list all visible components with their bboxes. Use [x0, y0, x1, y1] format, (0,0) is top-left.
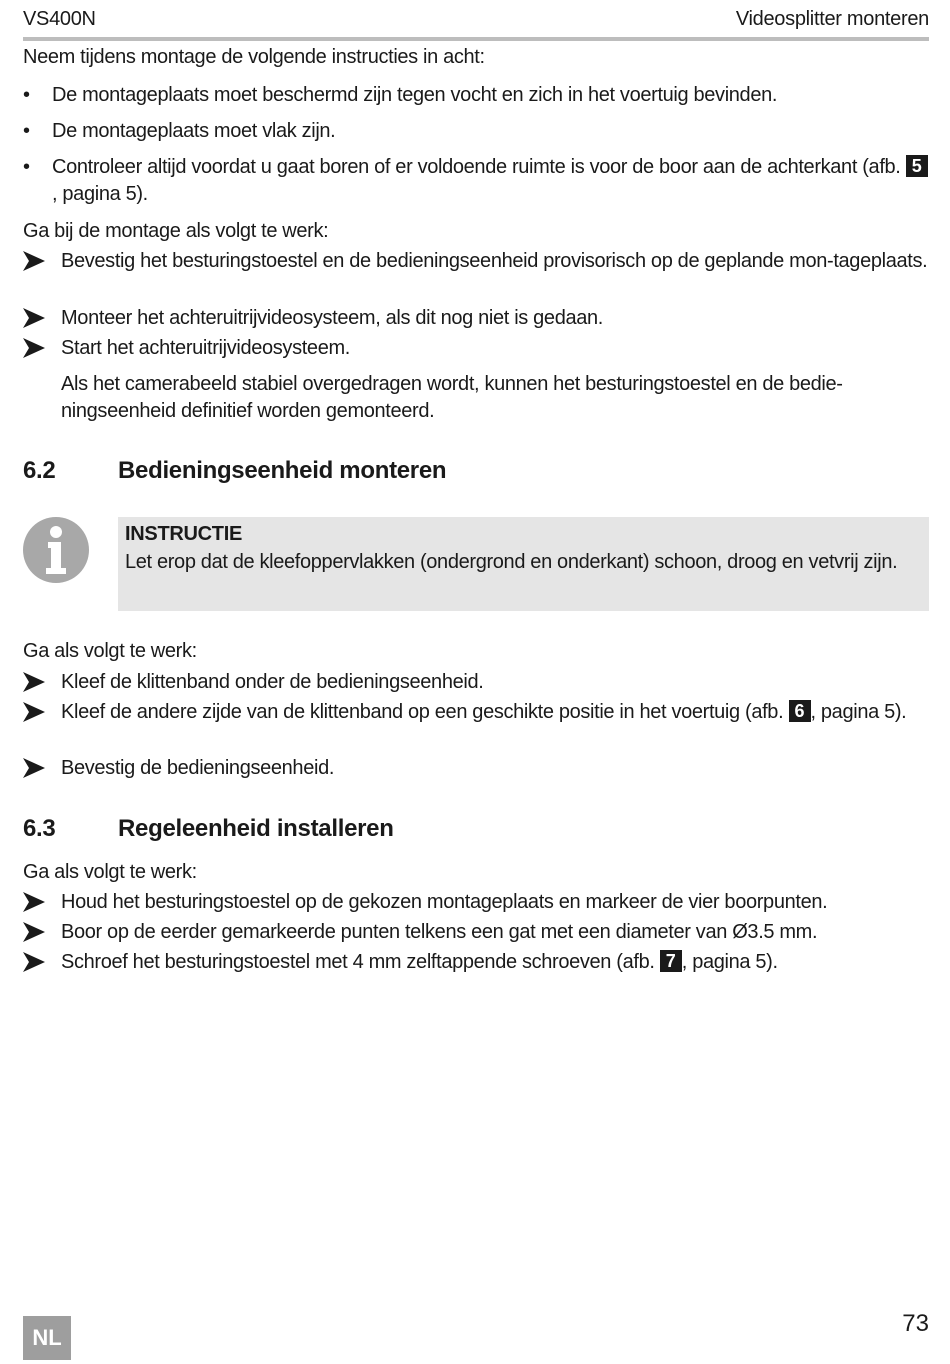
step-text: Kleef de klittenband onder de bedieningseenheid.: [61, 671, 484, 693]
section-number: 6.3: [23, 815, 56, 842]
step-text: Monteer het achteruitrijvideosysteem, als dit nog niet is gedaan.: [61, 307, 604, 329]
note-box: [118, 517, 929, 611]
section-title: Regeleenheid installeren: [118, 815, 394, 842]
intro-text: Neem tijdens montage de volgende instructies in acht:: [23, 46, 485, 68]
bullet-text: De montageplaats moet vlak zijn.: [52, 120, 336, 142]
info-icon: [23, 517, 89, 583]
procedure-lead: Ga bij de montage als volgt te werk:: [23, 220, 329, 242]
language-badge: NL: [23, 1316, 71, 1360]
arrow-right-icon: [23, 922, 45, 942]
step-text: Start het achteruitrijvideosysteem.: [61, 337, 350, 359]
procedure-lead: Ga als volgt te werk:: [23, 640, 197, 662]
step-result: Als het camerabeeld stabiel overgedragen wordt, kunnen het besturingstoestel en de bedie-ningseenheid definitief worden gemonteerd.: [61, 373, 843, 422]
step-text: Bevestig het besturingstoestel en de bedieningseenheid provisorisch op de geplande mon-tageplaats.: [61, 250, 928, 272]
arrow-right-icon: [23, 338, 45, 358]
figure-reference[interactable]: 5: [906, 155, 928, 177]
section-number: 6.2: [23, 457, 56, 484]
bullet-dot: •: [23, 84, 30, 106]
arrow-right-icon: [23, 702, 45, 722]
arrow-right-icon: [23, 672, 45, 692]
bullet-text: De montageplaats moet beschermd zijn tegen vocht en zich in het voertuig bevinden.: [52, 84, 778, 106]
step-text: Kleef de andere zijde van de klittenband op een geschikte positie in het voertuig (afb. 6 , pagina 5).: [61, 701, 907, 723]
bullet-dot: •: [23, 120, 30, 142]
header-divider: [23, 37, 929, 41]
figure-reference[interactable]: 6: [789, 700, 811, 722]
figure-reference[interactable]: 7: [660, 950, 682, 972]
step-text: Boor op de eerder gemarkeerde punten telkens een gat met een diameter van Ø3.5 mm.: [61, 921, 818, 943]
step-text: Houd het besturingstoestel op de gekozen montageplaats en markeer de vier boorpunten.: [61, 891, 828, 913]
header-section-title: Videosplitter monteren: [735, 8, 929, 30]
section-title: Bedieningseenheid monteren: [118, 457, 447, 484]
header-model: VS400N: [23, 8, 96, 30]
arrow-right-icon: [23, 952, 45, 972]
section-heading: [23, 457, 929, 487]
arrow-right-icon: [23, 251, 45, 271]
step-text: Schroef het besturingstoestel met 4 mm zelftappende schroeven (afb. 7 , pagina 5).: [61, 951, 778, 973]
note-title: INSTRUCTIE: [125, 523, 243, 545]
bullet-text: Controleer altijd voordat u gaat boren of er voldoende ruimte is voor de boor aan de achterkant (afb. 5, pagina 5).: [52, 154, 932, 208]
arrow-right-icon: [23, 758, 45, 778]
arrow-right-icon: [23, 308, 45, 328]
step-text: Bevestig de bedieningseenheid.: [61, 757, 335, 779]
section-heading: [23, 815, 929, 845]
bullet-dot: •: [23, 156, 30, 178]
note-text: Let erop dat de kleefoppervlakken (ondergrond en onderkant) schoon, droog en vetvrij zijn.: [125, 551, 898, 573]
page-number: 73: [902, 1310, 929, 1337]
procedure-lead: Ga als volgt te werk:: [23, 861, 197, 883]
arrow-right-icon: [23, 892, 45, 912]
